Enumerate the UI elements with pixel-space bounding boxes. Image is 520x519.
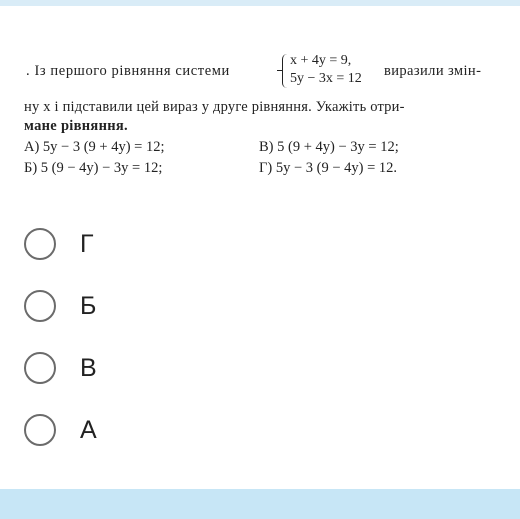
radio-button[interactable] xyxy=(24,352,56,384)
question-line-2: ну x і підставили цей вираз у друге рівняння. Укажіть отри- xyxy=(24,99,405,115)
option-g: Г) 5y − 3 (9 − 4y) = 12. xyxy=(259,159,398,176)
answer-label: Г xyxy=(80,230,94,258)
question-prefix: . Із першого рівняння системи xyxy=(26,63,230,79)
radio-button[interactable] xyxy=(24,228,56,260)
answer-label: Б xyxy=(80,292,97,320)
top-band xyxy=(0,0,520,6)
bottom-band xyxy=(0,489,520,519)
option-b: Б) 5 (9 − 4y) − 3y = 12; xyxy=(24,159,163,176)
answer-label: А xyxy=(80,416,97,444)
question-line-3: мане рівняння. xyxy=(24,117,128,134)
system-brace xyxy=(282,54,288,88)
answer-choice-4[interactable] xyxy=(22,412,142,456)
system-equation-1: x + 4y = 9, xyxy=(290,53,352,68)
answer-choice-2[interactable] xyxy=(22,288,142,332)
answer-choice-1[interactable] xyxy=(22,226,142,270)
answer-choice-3[interactable] xyxy=(22,350,142,394)
equation-system xyxy=(282,52,362,88)
question-first-line xyxy=(24,48,500,94)
question-block xyxy=(24,48,500,177)
option-a: А) 5y − 3 (9 + 4y) = 12; xyxy=(24,138,165,155)
answer-label: В xyxy=(80,354,97,382)
option-v: В) 5 (9 + 4y) − 3y = 12; xyxy=(259,138,399,155)
question-suffix: виразили змін- xyxy=(384,63,482,79)
radio-button[interactable] xyxy=(24,290,56,322)
radio-button[interactable] xyxy=(24,414,56,446)
option-grid xyxy=(24,138,500,178)
system-equation-2: 5y − 3x = 12 xyxy=(290,71,362,86)
